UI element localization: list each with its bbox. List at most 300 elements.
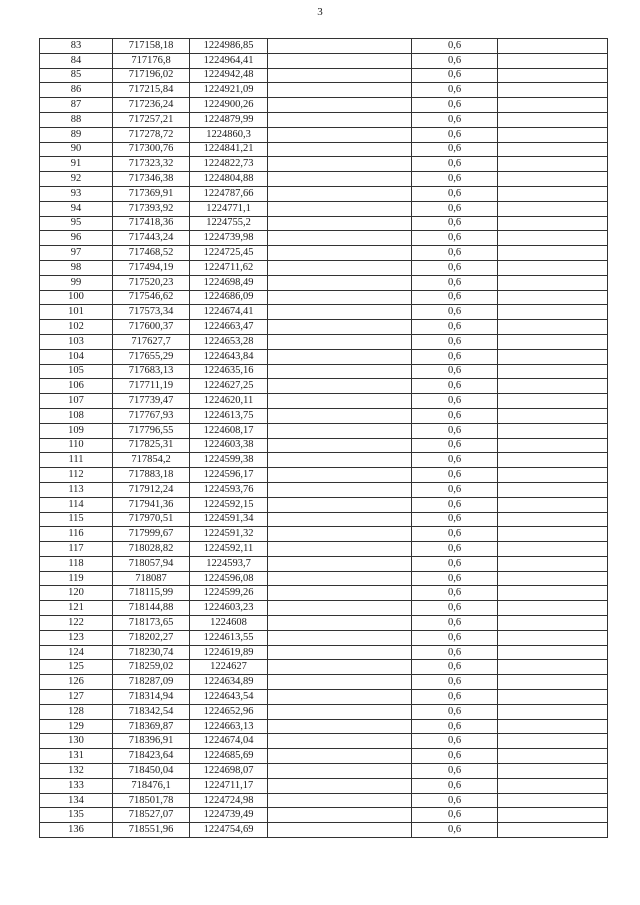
point-number-cell: 118 (40, 556, 113, 571)
table-row (40, 512, 608, 527)
empty-cell (268, 231, 412, 246)
y-coordinate-cell: 1224603,23 (190, 601, 268, 616)
empty-cell (268, 497, 412, 512)
table-row (40, 719, 608, 734)
value-cell: 0,6 (412, 157, 498, 172)
y-coordinate-cell: 1224787,66 (190, 186, 268, 201)
value-cell: 0,6 (412, 512, 498, 527)
empty-cell (498, 764, 608, 779)
value-cell: 0,6 (412, 704, 498, 719)
empty-cell (498, 394, 608, 409)
page-number: 3 (317, 6, 323, 18)
x-coordinate-cell: 717393,92 (113, 201, 190, 216)
empty-cell (498, 112, 608, 127)
y-coordinate-cell: 1224739,98 (190, 231, 268, 246)
x-coordinate-cell: 717443,24 (113, 231, 190, 246)
point-number-cell: 88 (40, 112, 113, 127)
value-cell: 0,6 (412, 290, 498, 305)
empty-cell (498, 690, 608, 705)
y-coordinate-cell: 1224860,3 (190, 127, 268, 142)
value-cell: 0,6 (412, 527, 498, 542)
x-coordinate-cell: 718028,82 (113, 542, 190, 557)
x-coordinate-cell: 718087 (113, 571, 190, 586)
empty-cell (268, 734, 412, 749)
point-number-cell: 92 (40, 172, 113, 187)
table-row (40, 68, 608, 83)
empty-cell (498, 423, 608, 438)
y-coordinate-cell: 1224603,38 (190, 438, 268, 453)
table-row (40, 216, 608, 231)
empty-cell (498, 231, 608, 246)
point-number-cell: 123 (40, 630, 113, 645)
y-coordinate-cell: 1224698,49 (190, 275, 268, 290)
empty-cell (268, 675, 412, 690)
y-coordinate-cell: 1224663,47 (190, 320, 268, 335)
empty-cell (498, 320, 608, 335)
empty-cell (498, 142, 608, 157)
y-coordinate-cell: 1224620,11 (190, 394, 268, 409)
x-coordinate-cell: 718259,02 (113, 660, 190, 675)
empty-cell (268, 512, 412, 527)
y-coordinate-cell: 1224599,38 (190, 453, 268, 468)
value-cell: 0,6 (412, 764, 498, 779)
y-coordinate-cell: 1224942,48 (190, 68, 268, 83)
point-number-cell: 109 (40, 423, 113, 438)
empty-cell (498, 719, 608, 734)
empty-cell (268, 482, 412, 497)
table-row (40, 764, 608, 779)
y-coordinate-cell: 1224596,08 (190, 571, 268, 586)
empty-cell (498, 305, 608, 320)
table-row (40, 645, 608, 660)
x-coordinate-cell: 717825,31 (113, 438, 190, 453)
y-coordinate-cell: 1224674,04 (190, 734, 268, 749)
y-coordinate-cell: 1224921,09 (190, 83, 268, 98)
empty-cell (268, 334, 412, 349)
empty-cell (268, 690, 412, 705)
empty-cell (268, 157, 412, 172)
point-number-cell: 125 (40, 660, 113, 675)
table-row (40, 157, 608, 172)
point-number-cell: 100 (40, 290, 113, 305)
empty-cell (498, 453, 608, 468)
point-number-cell: 96 (40, 231, 113, 246)
x-coordinate-cell: 717767,93 (113, 408, 190, 423)
y-coordinate-cell: 1224739,49 (190, 808, 268, 823)
empty-cell (268, 290, 412, 305)
table-row (40, 527, 608, 542)
table-row (40, 571, 608, 586)
empty-cell (268, 601, 412, 616)
empty-cell (268, 808, 412, 823)
table-row (40, 275, 608, 290)
value-cell: 0,6 (412, 127, 498, 142)
point-number-cell: 119 (40, 571, 113, 586)
y-coordinate-cell: 1224804,88 (190, 172, 268, 187)
empty-cell (498, 482, 608, 497)
empty-cell (498, 246, 608, 261)
point-number-cell: 105 (40, 364, 113, 379)
x-coordinate-cell: 717520,23 (113, 275, 190, 290)
point-number-cell: 84 (40, 53, 113, 68)
y-coordinate-cell: 1224593,7 (190, 556, 268, 571)
table-row (40, 778, 608, 793)
point-number-cell: 110 (40, 438, 113, 453)
y-coordinate-cell: 1224900,26 (190, 98, 268, 113)
empty-cell (268, 201, 412, 216)
empty-cell (268, 438, 412, 453)
empty-cell (268, 556, 412, 571)
table-row (40, 542, 608, 557)
point-number-cell: 133 (40, 778, 113, 793)
empty-cell (498, 808, 608, 823)
empty-cell (268, 394, 412, 409)
value-cell: 0,6 (412, 201, 498, 216)
table-row (40, 246, 608, 261)
coordinates-table (39, 38, 608, 838)
table-row (40, 39, 608, 54)
empty-cell (498, 645, 608, 660)
point-number-cell: 102 (40, 320, 113, 335)
value-cell: 0,6 (412, 334, 498, 349)
empty-cell (498, 334, 608, 349)
x-coordinate-cell: 717257,21 (113, 112, 190, 127)
table-row (40, 586, 608, 601)
value-cell: 0,6 (412, 823, 498, 838)
value-cell: 0,6 (412, 808, 498, 823)
value-cell: 0,6 (412, 423, 498, 438)
y-coordinate-cell: 1224635,16 (190, 364, 268, 379)
empty-cell (498, 438, 608, 453)
x-coordinate-cell: 717655,29 (113, 349, 190, 364)
table-row (40, 749, 608, 764)
y-coordinate-cell: 1224613,55 (190, 630, 268, 645)
point-number-cell: 126 (40, 675, 113, 690)
x-coordinate-cell: 718173,65 (113, 616, 190, 631)
table-row (40, 394, 608, 409)
table-row (40, 379, 608, 394)
point-number-cell: 122 (40, 616, 113, 631)
empty-cell (268, 216, 412, 231)
empty-cell (268, 586, 412, 601)
x-coordinate-cell: 717941,36 (113, 497, 190, 512)
x-coordinate-cell: 717683,13 (113, 364, 190, 379)
y-coordinate-cell: 1224608 (190, 616, 268, 631)
empty-cell (268, 571, 412, 586)
table-row (40, 231, 608, 246)
table-row (40, 453, 608, 468)
table-row (40, 320, 608, 335)
table-row (40, 172, 608, 187)
table-row (40, 482, 608, 497)
value-cell: 0,6 (412, 660, 498, 675)
x-coordinate-cell: 717278,72 (113, 127, 190, 142)
x-coordinate-cell: 718202,27 (113, 630, 190, 645)
table-row (40, 142, 608, 157)
table-row (40, 408, 608, 423)
point-number-cell: 131 (40, 749, 113, 764)
y-coordinate-cell: 1224653,28 (190, 334, 268, 349)
value-cell: 0,6 (412, 438, 498, 453)
x-coordinate-cell: 718314,94 (113, 690, 190, 705)
value-cell: 0,6 (412, 246, 498, 261)
table-row (40, 468, 608, 483)
value-cell: 0,6 (412, 630, 498, 645)
empty-cell (498, 660, 608, 675)
table-row (40, 112, 608, 127)
value-cell: 0,6 (412, 394, 498, 409)
empty-cell (498, 186, 608, 201)
x-coordinate-cell: 717546,62 (113, 290, 190, 305)
empty-cell (268, 112, 412, 127)
value-cell: 0,6 (412, 675, 498, 690)
empty-cell (268, 704, 412, 719)
value-cell: 0,6 (412, 690, 498, 705)
table-row (40, 556, 608, 571)
empty-cell (268, 630, 412, 645)
table-row (40, 290, 608, 305)
value-cell: 0,6 (412, 172, 498, 187)
value-cell: 0,6 (412, 186, 498, 201)
y-coordinate-cell: 1224674,41 (190, 305, 268, 320)
empty-cell (268, 142, 412, 157)
point-number-cell: 112 (40, 468, 113, 483)
point-number-cell: 129 (40, 719, 113, 734)
empty-cell (498, 512, 608, 527)
point-number-cell: 115 (40, 512, 113, 527)
point-number-cell: 103 (40, 334, 113, 349)
x-coordinate-cell: 717739,47 (113, 394, 190, 409)
value-cell: 0,6 (412, 379, 498, 394)
point-number-cell: 89 (40, 127, 113, 142)
point-number-cell: 116 (40, 527, 113, 542)
table-row (40, 793, 608, 808)
empty-cell (268, 527, 412, 542)
y-coordinate-cell: 1224663,13 (190, 719, 268, 734)
table-row (40, 305, 608, 320)
empty-cell (268, 468, 412, 483)
empty-cell (498, 778, 608, 793)
table-row (40, 186, 608, 201)
empty-cell (498, 704, 608, 719)
x-coordinate-cell: 718115,99 (113, 586, 190, 601)
point-number-cell: 97 (40, 246, 113, 261)
y-coordinate-cell: 1224592,15 (190, 497, 268, 512)
value-cell: 0,6 (412, 320, 498, 335)
y-coordinate-cell: 1224725,45 (190, 246, 268, 261)
empty-cell (498, 823, 608, 838)
x-coordinate-cell: 717468,52 (113, 246, 190, 261)
empty-cell (498, 157, 608, 172)
table-row (40, 98, 608, 113)
empty-cell (268, 68, 412, 83)
empty-cell (268, 53, 412, 68)
empty-cell (498, 571, 608, 586)
y-coordinate-cell: 1224593,76 (190, 482, 268, 497)
x-coordinate-cell: 717999,67 (113, 527, 190, 542)
x-coordinate-cell: 718369,87 (113, 719, 190, 734)
empty-cell (268, 453, 412, 468)
value-cell: 0,6 (412, 39, 498, 54)
value-cell: 0,6 (412, 468, 498, 483)
value-cell: 0,6 (412, 497, 498, 512)
value-cell: 0,6 (412, 216, 498, 231)
y-coordinate-cell: 1224608,17 (190, 423, 268, 438)
x-coordinate-cell: 717796,55 (113, 423, 190, 438)
value-cell: 0,6 (412, 482, 498, 497)
y-coordinate-cell: 1224754,69 (190, 823, 268, 838)
empty-cell (268, 246, 412, 261)
value-cell: 0,6 (412, 68, 498, 83)
table-row (40, 808, 608, 823)
point-number-cell: 136 (40, 823, 113, 838)
empty-cell (268, 305, 412, 320)
value-cell: 0,6 (412, 601, 498, 616)
empty-cell (498, 749, 608, 764)
point-number-cell: 107 (40, 394, 113, 409)
x-coordinate-cell: 717418,36 (113, 216, 190, 231)
table-row (40, 660, 608, 675)
x-coordinate-cell: 717627,7 (113, 334, 190, 349)
value-cell: 0,6 (412, 305, 498, 320)
x-coordinate-cell: 717369,91 (113, 186, 190, 201)
y-coordinate-cell: 1224711,17 (190, 778, 268, 793)
y-coordinate-cell: 1224643,54 (190, 690, 268, 705)
value-cell: 0,6 (412, 364, 498, 379)
value-cell: 0,6 (412, 734, 498, 749)
table-row (40, 823, 608, 838)
value-cell: 0,6 (412, 571, 498, 586)
table-row (40, 349, 608, 364)
point-number-cell: 121 (40, 601, 113, 616)
point-number-cell: 114 (40, 497, 113, 512)
table-row (40, 364, 608, 379)
empty-cell (268, 616, 412, 631)
empty-cell (498, 216, 608, 231)
x-coordinate-cell: 717176,8 (113, 53, 190, 68)
empty-cell (498, 275, 608, 290)
x-coordinate-cell: 718501,78 (113, 793, 190, 808)
x-coordinate-cell: 717158,18 (113, 39, 190, 54)
empty-cell (268, 39, 412, 54)
empty-cell (268, 127, 412, 142)
x-coordinate-cell: 717600,37 (113, 320, 190, 335)
x-coordinate-cell: 718396,91 (113, 734, 190, 749)
point-number-cell: 106 (40, 379, 113, 394)
value-cell: 0,6 (412, 586, 498, 601)
empty-cell (268, 719, 412, 734)
empty-cell (268, 764, 412, 779)
table-row (40, 630, 608, 645)
y-coordinate-cell: 1224591,32 (190, 527, 268, 542)
table-row (40, 438, 608, 453)
y-coordinate-cell: 1224771,1 (190, 201, 268, 216)
empty-cell (268, 749, 412, 764)
empty-cell (498, 468, 608, 483)
y-coordinate-cell: 1224698,07 (190, 764, 268, 779)
point-number-cell: 95 (40, 216, 113, 231)
x-coordinate-cell: 717573,34 (113, 305, 190, 320)
point-number-cell: 93 (40, 186, 113, 201)
empty-cell (498, 39, 608, 54)
point-number-cell: 101 (40, 305, 113, 320)
empty-cell (498, 675, 608, 690)
y-coordinate-cell: 1224879,99 (190, 112, 268, 127)
y-coordinate-cell: 1224619,89 (190, 645, 268, 660)
value-cell: 0,6 (412, 616, 498, 631)
y-coordinate-cell: 1224652,96 (190, 704, 268, 719)
y-coordinate-cell: 1224634,89 (190, 675, 268, 690)
y-coordinate-cell: 1224627 (190, 660, 268, 675)
y-coordinate-cell: 1224592,11 (190, 542, 268, 557)
empty-cell (268, 379, 412, 394)
y-coordinate-cell: 1224964,41 (190, 53, 268, 68)
empty-cell (268, 778, 412, 793)
y-coordinate-cell: 1224724,98 (190, 793, 268, 808)
empty-cell (498, 83, 608, 98)
x-coordinate-cell: 717215,84 (113, 83, 190, 98)
table-row (40, 734, 608, 749)
x-coordinate-cell: 717236,24 (113, 98, 190, 113)
value-cell: 0,6 (412, 98, 498, 113)
y-coordinate-cell: 1224613,75 (190, 408, 268, 423)
empty-cell (268, 793, 412, 808)
empty-cell (268, 408, 412, 423)
empty-cell (498, 586, 608, 601)
empty-cell (498, 290, 608, 305)
table-row (40, 127, 608, 142)
table-row (40, 201, 608, 216)
point-number-cell: 98 (40, 260, 113, 275)
table-row (40, 83, 608, 98)
value-cell: 0,6 (412, 275, 498, 290)
point-number-cell: 83 (40, 39, 113, 54)
empty-cell (268, 645, 412, 660)
empty-cell (268, 364, 412, 379)
table-row (40, 690, 608, 705)
empty-cell (498, 98, 608, 113)
point-number-cell: 86 (40, 83, 113, 98)
point-number-cell: 128 (40, 704, 113, 719)
value-cell: 0,6 (412, 142, 498, 157)
value-cell: 0,6 (412, 53, 498, 68)
value-cell: 0,6 (412, 349, 498, 364)
value-cell: 0,6 (412, 793, 498, 808)
empty-cell (268, 542, 412, 557)
value-cell: 0,6 (412, 542, 498, 557)
empty-cell (498, 260, 608, 275)
point-number-cell: 127 (40, 690, 113, 705)
empty-cell (498, 53, 608, 68)
point-number-cell: 91 (40, 157, 113, 172)
point-number-cell: 120 (40, 586, 113, 601)
y-coordinate-cell: 1224627,25 (190, 379, 268, 394)
empty-cell (268, 260, 412, 275)
empty-cell (268, 275, 412, 290)
x-coordinate-cell: 717912,24 (113, 482, 190, 497)
point-number-cell: 117 (40, 542, 113, 557)
x-coordinate-cell: 717854,2 (113, 453, 190, 468)
empty-cell (268, 423, 412, 438)
x-coordinate-cell: 717196,02 (113, 68, 190, 83)
empty-cell (498, 556, 608, 571)
point-number-cell: 90 (40, 142, 113, 157)
empty-cell (498, 734, 608, 749)
y-coordinate-cell: 1224599,26 (190, 586, 268, 601)
point-number-cell: 104 (40, 349, 113, 364)
y-coordinate-cell: 1224841,21 (190, 142, 268, 157)
value-cell: 0,6 (412, 83, 498, 98)
